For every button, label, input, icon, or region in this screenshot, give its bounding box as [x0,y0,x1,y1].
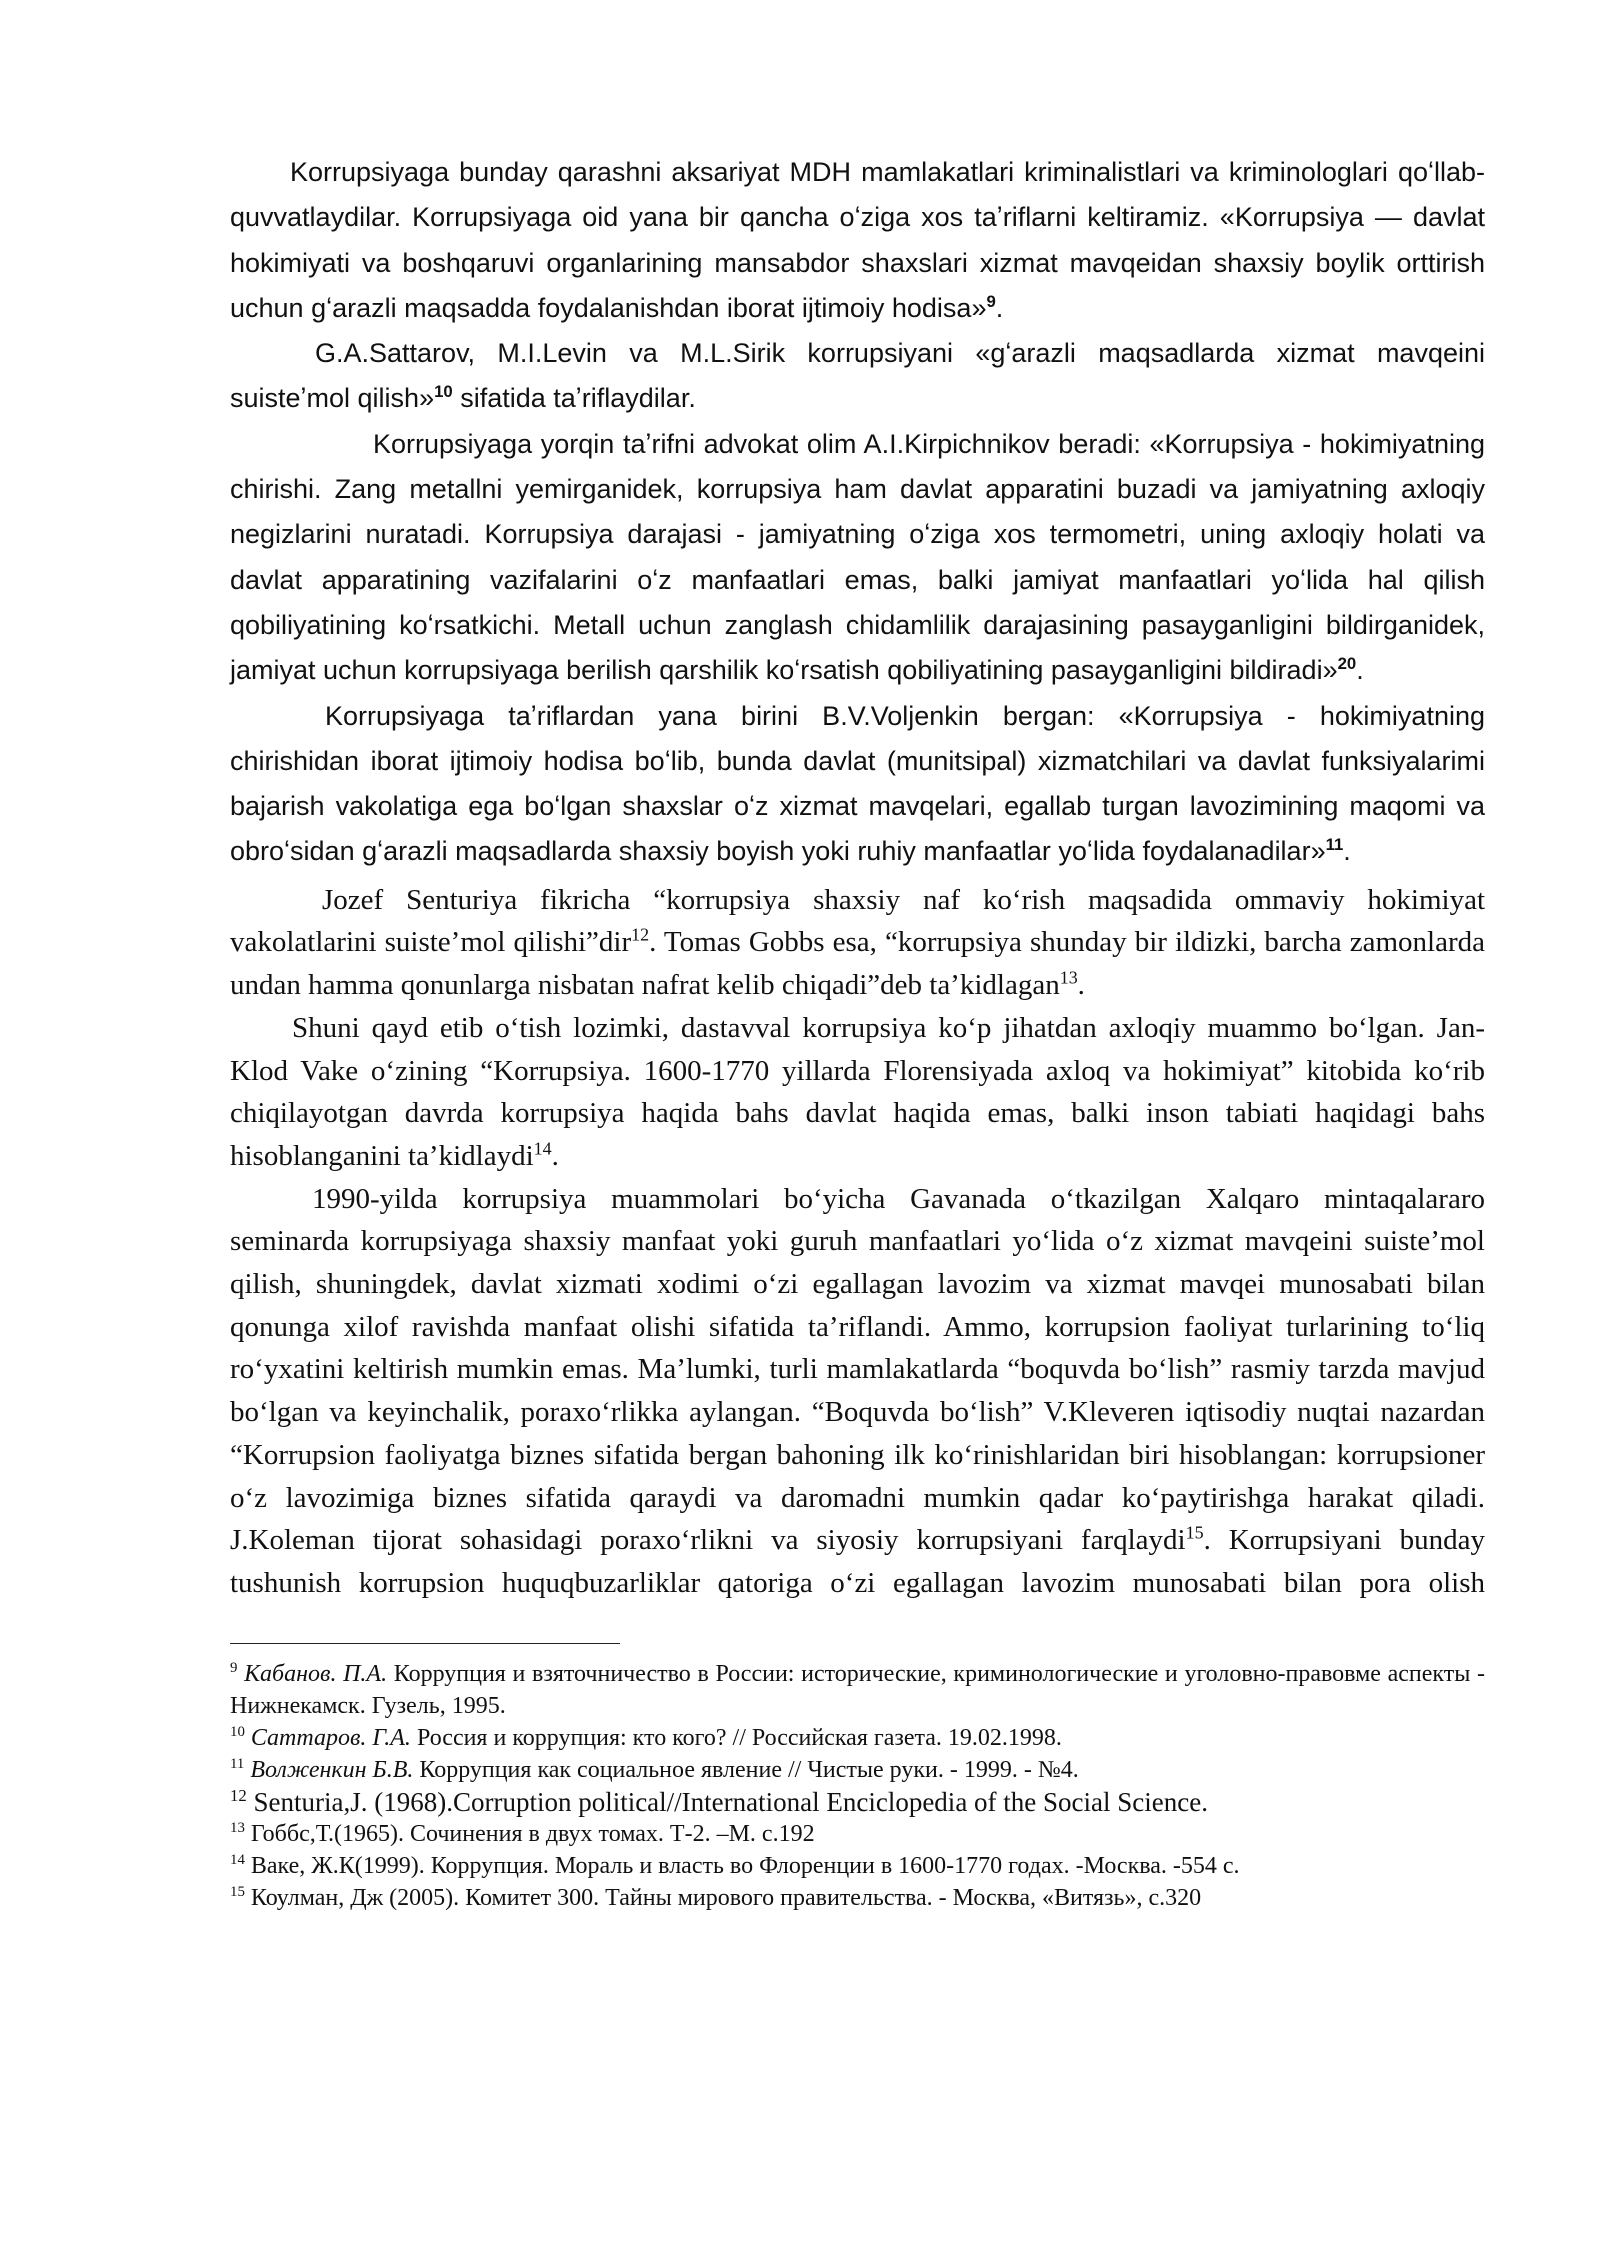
footnote-ref[interactable]: 10 [434,382,453,402]
footnote-10 [230,1722,1485,1754]
paragraph-6 [230,1007,1485,1178]
footnote-12 [230,1786,1485,1818]
footnotes [230,1658,1485,1914]
paragraph-2 [230,331,1485,422]
footnote-number: 13 [230,1819,245,1836]
paragraph-tail: . [1077,969,1085,1002]
paragraph-text: Korrupsiyaga bunday qarashni aksariyat MDH mamlakatlari kriminalistlari va kriminologlari qoʻllab-quvvatlaydilar. Korrupsiyaga oid yana bir qancha oʻziga xos taʼriflarni keltiramiz. «Korrupsiya — davlat hokimiyati va boshqaruvi organlarining mansabdor shaxslari xizmat mavqeidan shaxsiy boylik orttirish uchun gʻarazli maqsadda foydalanishdan iborat ijtimoiy hodisa» [230,157,1485,323]
footnote-ref[interactable]: 11 [1325,835,1344,855]
footnote-15 [230,1882,1485,1914]
footnote-text: Ваке, Ж.К(1999). Коррупция. Мораль и власть во Флоренции в 1600-1770 годах. -Москва. -554 с. [244,1852,1240,1879]
footnote-number: 10 [230,1723,245,1740]
footnote-text: Коулман, Дж (2005). Комитет 300. Тайны мирового правительства. - Москва, «Витязь», с.320 [244,1884,1202,1911]
footnote-ref[interactable]: 20 [1337,654,1357,674]
footnote-13 [230,1818,1485,1850]
footnote-number: 9 [230,1659,238,1676]
paragraph-text: Korrupsiyaga yorqin taʼrifni advokat olim A.I.Kirpichnikov beradi: «Korrupsiya - hokimiyatning chirishi. Zang metallni yemirganidek, korrupsiya ham davlat apparatini buzadi va jamiyatning axloqiy negizlarini nuratadi. Korrupsiya darajasi - jamiyatning oʻziga xos termometri, uning axloqiy holati va davlat apparatining vazifalarini oʻz manfaatlari emas, balki jamiyat manfaatlari yoʻlida hal qilish qobiliyatining koʻrsatkichi. Metall uchun zanglash chidamlilik darajasining pasayganligini bildirganidek, jamiyat uchun korrupsiyaga berilish qarshilik koʻrsatish qobiliyatining pasayganligini bildiradi» [230,428,1485,686]
footnote-number: 12 [230,1785,247,1805]
footnote-text: Коррупция и взяточничество в России: исторические, криминологические и уголовно-правовме аспекты - Нижнекамск. Гузель, 1995. [230,1660,1486,1719]
footnote-author: Саттаров. Г.А. [250,1724,411,1751]
paragraph-tail: . Korrupsiyani bunday tushunish korrupsion huquqbuzarliklar qatoriga oʻzi egallagan lavozim munosabati bilan pora olish [230,1524,1485,1599]
footnote-text: Senturia,J. (1968).Corruption political//International Enciclopedia of the Social Science. [246,1786,1208,1817]
paragraph-tail: . [1356,655,1364,686]
footnote-separator [230,1643,620,1644]
footnote-ref[interactable]: 14 [533,1138,552,1159]
footnote-11 [230,1754,1485,1786]
paragraph-tail: sifatida taʼriflaydilar. [452,383,696,414]
paragraph-tail: . [1343,836,1351,867]
footnote-author: Волженкин Б.В. [250,1756,414,1783]
paragraph-text: . Tomas Gobbs esa, “korrupsiya shunday bir ildizki, barcha zamonlarda undan hamma qonunlarga nisbatan nafrat kelib chiqadi”deb taʼkidlagan [230,926,1485,1002]
paragraph-5 [230,879,1485,1007]
footnote-text: Гоббс,Т.(1965). Сочинения в двух томах. Т-2. –М. с.192 [244,1820,815,1847]
paragraph-text: Jozef Senturiya fikricha “korrupsiya shaxsiy naf koʻrish maqsadida ommaviy hokimiyat vakolatlarini suisteʼmol qilishi”dir [230,883,1485,959]
footnote-text: Коррупция как социальное явление // Чистые руки. - 1999. - №4. [413,1756,1079,1783]
footnote-author: Кабанов. П.А. [244,1660,388,1687]
paragraph-text: G.A.Sattarov, M.I.Levin va M.L.Sirik korrupsiyani «gʻarazli maqsadlarda xizmat mavqeini suisteʼmol qilish» [230,338,1485,414]
paragraph-text: 1990-yilda korrupsiya muammolari boʻyicha Gavanada oʻtkazilgan Xalqaro mintaqalararo seminarda korrupsiyaga shaxsiy manfaat yoki guruh manfaatlari yoʻlida oʻz xizmat mavqeini suisteʼmol qilish, shuningdek, davlat xizmati xodimi oʻzi egallagan lavozim va xizmat mavqei munosabati bilan qonunga xilof ravishda manfaat olishi sifatida taʼriflandi. Ammo, korrupsion faoliyat turlarining toʻliq roʻyxatini keltirish mumkin emas. Maʼlumki, turli mamlakatlarda “boquvda boʻlish” rasmiy tarzda mavjud boʻlgan va keyinchalik, poraxoʻrlikka aylangan. “Boquvda boʻlish” V.Kleveren iqtisodiy nuqtai nazardan “Korrupsion faoliyatga biznes sifatida bergan bahoning ilk koʻrinishlaridan biri hisoblangan: korrupsioner oʻz lavozimiga biznes sifatida qaraydi va daromadni mumkin qadar koʻpaytirishga harakat qiladi. J.Koleman tijorat sohasidagi poraxoʻrlikni va siyosiy korrupsiyani farqlaydi [230,1182,1485,1557]
paragraph-text: Shuni qayd etib oʻtish lozimki, dastavval korrupsiya koʻp jihatdan axloqiy muammo boʻlgan. Jan-Klod Vake oʻzining “Korrupsiya. 1600-1770 yillarda Florensiyada axloq va hokimiyat” kitobida koʻrib chiqilayotgan davrda korrupsiya haqida bahs davlat haqida emas, balki inson tabiati haqidagi bahs hisoblanganini taʼkidlaydi [230,1011,1485,1172]
paragraph-1 [230,150,1485,331]
document-page [230,150,1485,1914]
paragraph-text: Korrupsiyaga taʼriflardan yana birini B.V.Voljenkin bergan: «Korrupsiya - hokimiyatning chirishidan iborat ijtimoiy hodisa boʻlib, bunda davlat (munitsipal) xizmatchilari va davlat funksiyalarimi bajarish vakolatiga ega boʻlgan shaxslar oʻz xizmat mavqelari, egallab turgan lavozimining maqomi va obroʻsidan gʻarazli maqsadlarda shaxsiy boyish yoki ruhiy manfaatlar yoʻlida foydalanadilar» [230,700,1485,867]
footnote-number: 15 [230,1883,245,1900]
footnote-ref[interactable]: 12 [631,924,650,945]
footnote-number: 14 [230,1851,245,1868]
paragraph-3 [230,422,1485,694]
paragraph-tail: . [995,292,1004,323]
footnote-number: 11 [230,1755,245,1772]
footnote-text: Россия и коррупция: кто кого? // Российская газета. 19.02.1998. [410,1724,1062,1751]
footnote-9 [230,1658,1485,1722]
paragraph-4 [230,694,1485,875]
footnote-ref[interactable]: 15 [1185,1522,1204,1543]
paragraph-7 [230,1178,1485,1605]
footnote-14 [230,1850,1485,1882]
paragraph-tail: . [551,1139,559,1172]
footnote-ref[interactable]: 13 [1059,967,1078,988]
footnote-ref[interactable]: 9 [986,291,996,311]
